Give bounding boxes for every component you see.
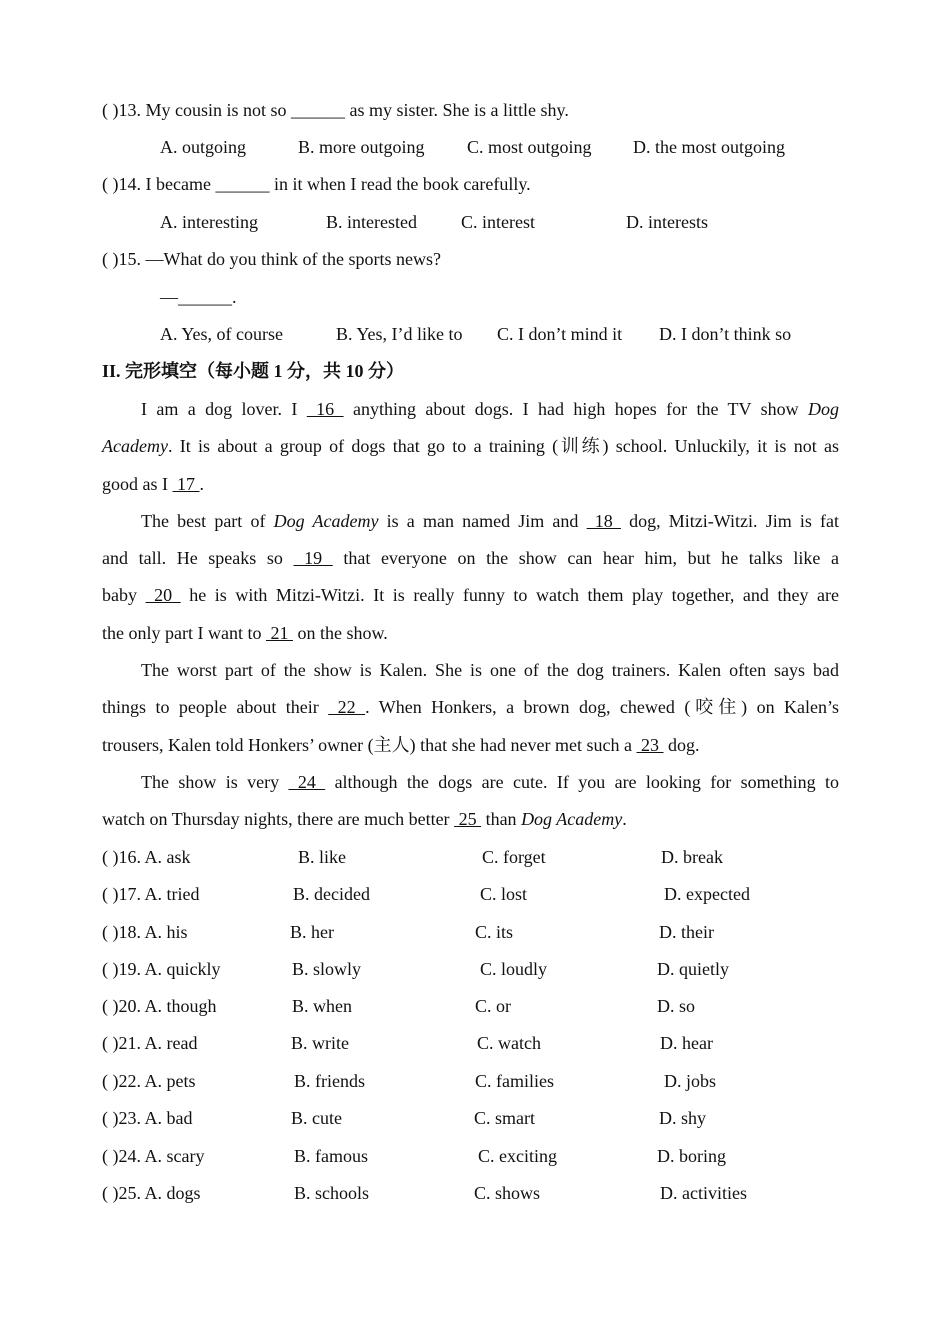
cloze-question-18-b: B. her bbox=[290, 922, 334, 942]
question-15-answer-line: —______. bbox=[160, 287, 237, 307]
passage-p3-line2 bbox=[102, 696, 839, 718]
cloze-question-17-a: ( )17. A. tried bbox=[102, 884, 200, 904]
passage-text: although the dogs are cute. If you are looking for something to bbox=[325, 772, 840, 792]
passage-text: The best part of bbox=[141, 511, 274, 531]
passage-p3-line3 bbox=[102, 734, 700, 756]
blank-21: 21 bbox=[265, 623, 293, 643]
blank-24: 24 bbox=[288, 772, 326, 792]
cloze-question-17-c: C. lost bbox=[480, 884, 528, 904]
cloze-question-17-d: D. expected bbox=[664, 884, 750, 904]
passage-text: The show is very bbox=[141, 772, 289, 792]
cloze-question-20-a: ( )20. A. though bbox=[102, 996, 217, 1016]
passage-text: . It is about a group of dogs that go to a training (训练) school. Unluckily, it is not as bbox=[167, 436, 839, 456]
cloze-question-22-c: C. families bbox=[475, 1071, 554, 1091]
show-title: Dog Academy bbox=[521, 809, 623, 829]
passage-text: baby bbox=[102, 585, 146, 605]
cloze-question-17-b: B. decided bbox=[293, 884, 370, 904]
passage-p2-line3 bbox=[102, 584, 839, 606]
passage-p2-line1 bbox=[141, 510, 839, 532]
passage-text: than bbox=[481, 809, 522, 829]
passage-text: the only part I want to bbox=[102, 623, 266, 643]
blank-16: 16 bbox=[306, 399, 344, 419]
blank-18: 18 bbox=[586, 511, 621, 531]
passage-text: I am a dog lover. I bbox=[141, 399, 307, 419]
cloze-question-24-b: B. famous bbox=[294, 1146, 368, 1166]
cloze-question-18-d: D. their bbox=[659, 922, 714, 942]
cloze-question-21-a: ( )21. A. read bbox=[102, 1033, 198, 1053]
blank-23: 23 bbox=[636, 735, 664, 755]
question-14-option-a: A. interesting bbox=[160, 212, 258, 232]
question-15-stem: ( )15. —What do you think of the sports news? bbox=[102, 249, 441, 269]
cloze-question-18-a: ( )18. A. his bbox=[102, 922, 188, 942]
blank-17: 17 bbox=[172, 474, 200, 494]
cloze-question-18-c: C. its bbox=[475, 922, 514, 942]
cloze-question-23-a: ( )23. A. bad bbox=[102, 1108, 193, 1128]
cloze-question-20-d: D. so bbox=[657, 996, 696, 1016]
passage-text: dog. bbox=[663, 735, 700, 755]
cloze-question-24-a: ( )24. A. scary bbox=[102, 1146, 205, 1166]
question-13-option-c: C. most outgoing bbox=[467, 137, 592, 157]
cloze-question-25-a: ( )25. A. dogs bbox=[102, 1183, 201, 1203]
cloze-question-23-b: B. cute bbox=[291, 1108, 342, 1128]
passage-text: things to people about their bbox=[102, 697, 329, 717]
question-15-option-a: A. Yes, of course bbox=[160, 324, 283, 344]
passage-p2-line4 bbox=[102, 622, 388, 644]
passage-text: trousers, Kalen told Honkers’ owner (主人) that she had never met such a bbox=[102, 735, 637, 755]
question-14-stem: ( )14. I became ______ in it when I read the book carefully. bbox=[102, 174, 531, 194]
question-14-option-b: B. interested bbox=[326, 212, 417, 232]
question-14-option-c: C. interest bbox=[461, 212, 535, 232]
show-title: Dog bbox=[808, 399, 839, 419]
passage-text: dog, Mitzi-Witzi. Jim is fat bbox=[620, 511, 840, 531]
cloze-question-25-b: B. schools bbox=[294, 1183, 370, 1203]
cloze-question-16-b: B. like bbox=[298, 847, 346, 867]
passage-p4-line2 bbox=[102, 808, 627, 830]
passage-p4-line1 bbox=[141, 771, 839, 793]
passage-text: is a man named Jim and bbox=[378, 511, 587, 531]
blank-25: 25 bbox=[454, 809, 482, 829]
cloze-question-16-d: D. break bbox=[661, 847, 723, 867]
passage-text: anything about dogs. I had high hopes for the TV show bbox=[343, 399, 808, 419]
show-title: Academy bbox=[102, 436, 168, 456]
cloze-question-19-c: C. loudly bbox=[480, 959, 548, 979]
passage-text: . When Honkers, a brown dog, chewed (咬住) on Kalen’s bbox=[365, 697, 840, 717]
cloze-question-23-c: C. smart bbox=[474, 1108, 535, 1128]
question-13-option-b: B. more outgoing bbox=[298, 137, 425, 157]
passage-text: . bbox=[199, 474, 204, 494]
cloze-question-19-a: ( )19. A. quickly bbox=[102, 959, 221, 979]
cloze-question-19-b: B. slowly bbox=[292, 959, 362, 979]
blank-20: 20 bbox=[145, 585, 181, 605]
passage-p1-line1 bbox=[141, 398, 839, 420]
cloze-question-24-c: C. exciting bbox=[478, 1146, 557, 1166]
passage-p1-line2 bbox=[102, 435, 839, 457]
question-15-option-b: B. Yes, I’d like to bbox=[336, 324, 463, 344]
question-14-option-d: D. interests bbox=[626, 212, 708, 232]
passage-text: watch on Thursday nights, there are much better bbox=[102, 809, 455, 829]
cloze-question-23-d: D. shy bbox=[659, 1108, 707, 1128]
cloze-question-25-d: D. activities bbox=[660, 1183, 747, 1203]
passage-text: The worst part of the show is Kalen. She is one of the dog trainers. Kalen often says bad bbox=[141, 660, 839, 680]
cloze-question-22-b: B. friends bbox=[294, 1071, 365, 1091]
passage-text: that everyone on the show can hear him, but he talks like a bbox=[332, 548, 840, 568]
cloze-question-16-a: ( )16. A. ask bbox=[102, 847, 191, 867]
question-15-option-c: C. I don’t mind it bbox=[497, 324, 623, 344]
cloze-question-21-c: C. watch bbox=[477, 1033, 541, 1053]
cloze-question-19-d: D. quietly bbox=[657, 959, 729, 979]
blank-22: 22 bbox=[328, 697, 366, 717]
show-title: Dog Academy bbox=[273, 511, 379, 531]
section-2-heading: II. 完形填空（每小题 1 分，共 10 分） bbox=[102, 361, 405, 381]
cloze-question-16-c: C. forget bbox=[482, 847, 546, 867]
passage-text: and tall. He speaks so bbox=[102, 548, 294, 568]
cloze-question-21-b: B. write bbox=[291, 1033, 349, 1053]
passage-p3-line1 bbox=[141, 659, 839, 681]
passage-p1-line3 bbox=[102, 473, 204, 495]
question-13-option-d: D. the most outgoing bbox=[633, 137, 785, 157]
cloze-question-20-c: C. or bbox=[475, 996, 511, 1016]
cloze-question-22-a: ( )22. A. pets bbox=[102, 1071, 196, 1091]
passage-text: he is with Mitzi-Witzi. It is really funny to watch them play together, and they are bbox=[180, 585, 840, 605]
cloze-question-25-c: C. shows bbox=[474, 1183, 541, 1203]
passage-text: on the show. bbox=[292, 623, 388, 643]
question-13-stem: ( )13. My cousin is not so ______ as my sister. She is a little shy. bbox=[102, 100, 569, 120]
cloze-question-20-b: B. when bbox=[292, 996, 352, 1016]
cloze-question-22-d: D. jobs bbox=[664, 1071, 717, 1091]
question-13-option-a: A. outgoing bbox=[160, 137, 247, 157]
blank-19: 19 bbox=[293, 548, 333, 568]
cloze-question-24-d: D. boring bbox=[657, 1146, 726, 1166]
cloze-question-21-d: D. hear bbox=[660, 1033, 713, 1053]
question-15-option-d: D. I don’t think so bbox=[659, 324, 792, 344]
passage-text: . bbox=[622, 809, 627, 829]
passage-text: good as I bbox=[102, 474, 173, 494]
passage-p2-line2 bbox=[102, 547, 839, 569]
